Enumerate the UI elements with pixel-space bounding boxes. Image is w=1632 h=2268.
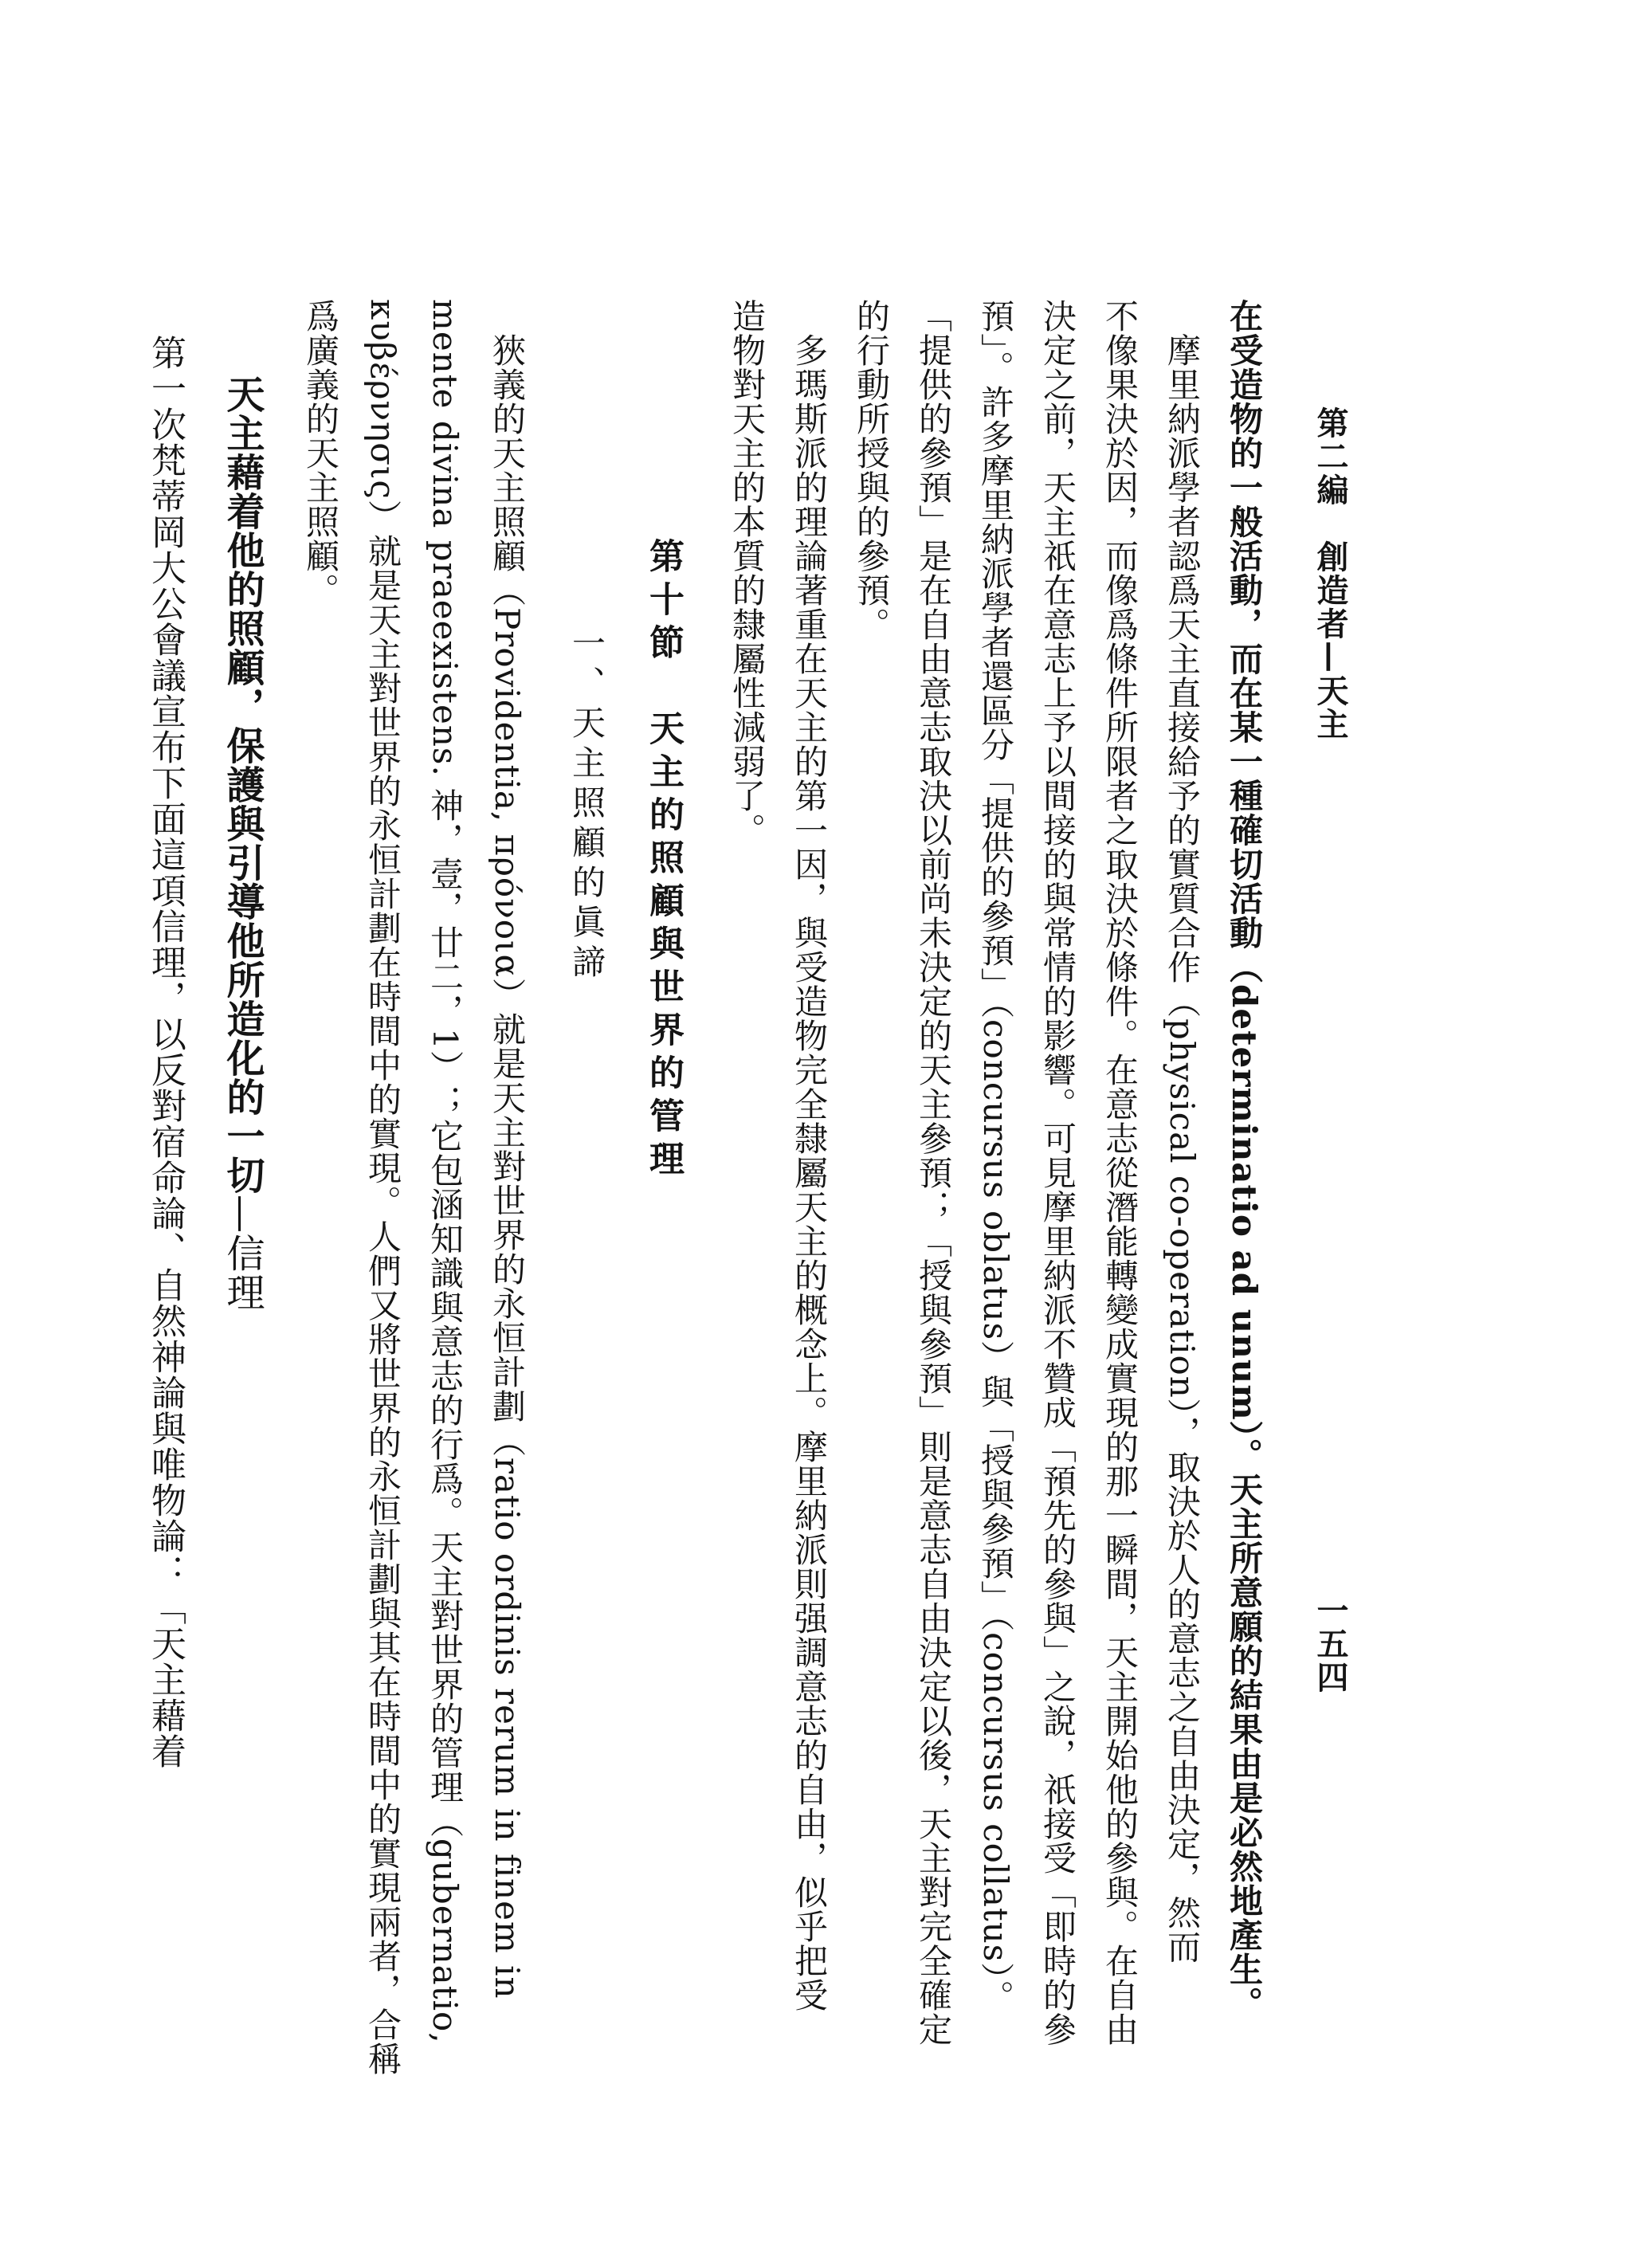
section-line-1: 狹義的天主照顧（Providentia, πρόνοια）就是天主對世界的永恒計劃（ratio ordinis rerum in finem in [488, 299, 527, 1999]
body-line-1: 在受造物的一般活動，而在某一種確切活動（determinatio ad unum）。天主所意願的結果由是必然地產生。 [1225, 299, 1264, 2021]
thesis-text: 天主藉着他的照顧，保護與引導他所造化的一切 [220, 375, 265, 1195]
body-line-4: 決定之前，天主祇在意志上予以間接的與常情的影響。可見摩里納派不贊成「預先的參與」之說，祇接受「即時的參 [1038, 299, 1077, 2046]
section-line-4: 爲廣義的天主照顧。 [301, 299, 340, 607]
page-number: 一五四 [1312, 1594, 1349, 1694]
running-title: 第二編 創造者—天主 [1312, 406, 1349, 741]
body-line-9: 造物對天主的本質的隸屬性減弱了。 [728, 299, 767, 847]
body-line-2: 摩里納派學者認爲天主直接給予的實質合作（physical co-operation），取決於人的意志之自由決定，然而 [1163, 299, 1202, 1964]
body-line-8: 多瑪斯派的理論著重在天主的第一因，與受造物完全隸屬天主的概念上。摩里納派則强調意志的自由，似乎把受 [790, 299, 829, 2012]
section-title: 第十節 天主的照顧與世界的管理 [643, 538, 684, 1183]
body-line-6: 「提供的參預」是在自由意志取決以前尚未決定的天主參預；「授與參預」則是意志自由決定以後，天主對完全確定 [914, 299, 953, 2046]
section-line-3: κυβέρνησις）就是天主對世界的永恒計劃在時間中的實現。人們又將世界的永恒計劃與其在時間中的實現兩者，合稱 [363, 299, 402, 2076]
section-subtitle: 一、天主照顧的眞諦 [567, 626, 606, 984]
body-line-5: 預」。許多摩里納派學者還區分「提供的參預」（concursus oblatus）與「授與參預」（concursus collatus）。 [976, 299, 1015, 2015]
thesis-line [220, 375, 265, 1312]
thesis-tag: —信理 [220, 1195, 265, 1312]
body-line-3: 不像果決於因，而像爲條件所限者之取決於條件。在意志從潛能轉變成實現的那一瞬間，天主開始他的參與。在自由 [1100, 299, 1140, 2046]
closing-line: 第一次梵蒂岡大公會議宣布下面這項信理，以反對宿命論、自然神論與唯物論：「天主藉着 [145, 299, 186, 1769]
body-line-7: 的行動所授與的參預。 [852, 299, 891, 642]
section-line-2: mente divina praeexistens. 神，壹，廿二，1）；它包涵知識與意志的行爲。天主對世界的管理（gubernatio, [426, 299, 465, 2044]
